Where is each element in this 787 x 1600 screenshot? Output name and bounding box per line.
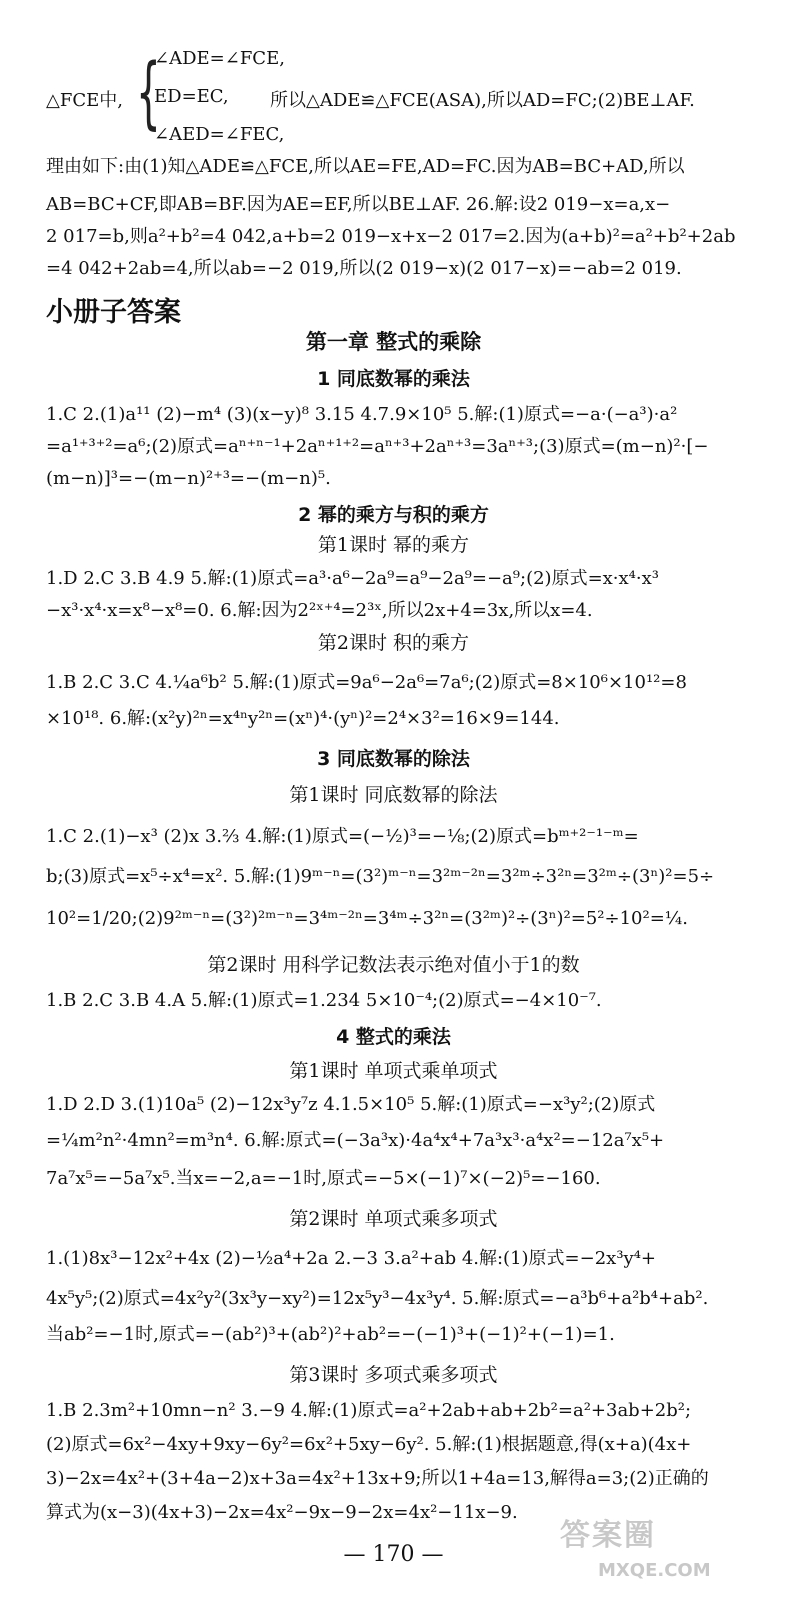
- text-line: b;(3)原式=x⁵÷x⁴=x². 5.解:(1)9ᵐ⁻ⁿ=(3²)ᵐ⁻ⁿ=3²ᵐ⁻²ⁿ=3²ᵐ÷3²ⁿ=3²ᵐ÷(3ⁿ)²=5÷: [46, 866, 715, 887]
- text-line: 4x⁵y⁵;(2)原式=4x²y²(3x³y−xy²)=12x⁵y³−4x³y⁴. 5.解:原式=−a³b⁶+a²b⁴+ab².: [46, 1288, 709, 1309]
- watermark-logo: 答案圈: [560, 1518, 656, 1553]
- text-line: 理由如下:由(1)知△ADE≌△FCE,所以AE=FE,AD=FC.因为AB=BC+AD,所以: [46, 156, 685, 177]
- text-line: 1.D 2.D 3.(1)10a⁵ (2)−12x³y⁷z 4.1.5×10⁵ 5.解:(1)原式=−x³y²;(2)原式: [46, 1094, 656, 1115]
- system-label: △FCE中,: [46, 90, 123, 111]
- text-line: (m−n)]³=−(m−n)²⁺³=−(m−n)⁵.: [46, 468, 331, 489]
- class-period-title: 第1课时 单项式乘单项式: [289, 1060, 498, 1082]
- text-line: −x³·x⁴·x=x⁸−x⁸=0. 6.解:因为2²ˣ⁺⁴=2³ˣ,所以2x+4=3x,所以x=4.: [46, 600, 593, 621]
- text-line: 当ab²=−1时,原式=−(ab²)³+(ab²)²+ab²=−(−1)³+(−1)²+(−1)=1.: [46, 1324, 615, 1345]
- watermark-url: MXQE.COM: [598, 1560, 711, 1581]
- text-line: =4 042+2ab=4,所以ab=−2 019,所以(2 019−x)(2 017−x)=−ab=2 019.: [46, 258, 682, 279]
- class-period-title: 第2课时 用科学记数法表示绝对值小于1的数: [207, 954, 580, 976]
- text-line: AB=BC+CF,即AB=BF.因为AE=EF,所以BE⊥AF. 26.解:设2 019−x=a,x−: [46, 194, 671, 215]
- system-conclusion: 所以△ADE≌△FCE(ASA),所以AD=FC;(2)BE⊥AF.: [270, 90, 695, 111]
- class-period-title: 第2课时 积的乘方: [317, 632, 470, 654]
- lesson-heading-4: 4 整式的乘法: [336, 1026, 451, 1048]
- system-line-3: ∠AED=∠FEC,: [154, 124, 285, 145]
- lesson-heading-1: 1 同底数幂的乘法: [317, 368, 470, 390]
- system-line-2: ED=EC,: [154, 86, 229, 107]
- text-line: 3)−2x=4x²+(3+4a−2)x+3a=4x²+13x+9;所以1+4a=13,解得a=3;(2)正确的: [46, 1468, 709, 1489]
- chapter-title: 第一章 整式的乘除: [305, 330, 482, 354]
- lesson-heading-3: 3 同底数幂的除法: [317, 748, 470, 770]
- text-line: 1.C 2.(1)a¹¹ (2)−m⁴ (3)(x−y)⁸ 3.15 4.7.9×10⁵ 5.解:(1)原式=−a·(−a³)·a²: [46, 404, 678, 425]
- text-line: 10²=1/20;(2)9²ᵐ⁻ⁿ=(3²)²ᵐ⁻ⁿ=3⁴ᵐ⁻²ⁿ=3⁴ᵐ÷3²ⁿ=(3²ᵐ)²÷(3ⁿ)²=5²÷10²=¼.: [46, 908, 688, 929]
- text-line: 1.B 2.C 3.C 4.¼a⁶b² 5.解:(1)原式=9a⁶−2a⁶=7a⁶;(2)原式=8×10⁶×10¹²=8: [46, 672, 687, 693]
- text-line: 1.B 2.3m²+10mn−n² 3.−9 4.解:(1)原式=a²+2ab+ab+2b²=a²+3ab+2b²;: [46, 1400, 692, 1421]
- lesson-heading-2: 2 幂的乘方与积的乘方: [298, 504, 489, 526]
- text-line: 1.B 2.C 3.B 4.A 5.解:(1)原式=1.234 5×10⁻⁴;(2)原式=−4×10⁻⁷.: [46, 990, 602, 1011]
- left-brace: {: [136, 48, 161, 138]
- equation-system: [46, 48, 746, 148]
- system-line-1: ∠ADE=∠FCE,: [154, 48, 285, 69]
- class-period-title: 第1课时 同底数幂的除法: [289, 784, 498, 806]
- text-line: ×10¹⁸. 6.解:(x²y)²ⁿ=x⁴ⁿy²ⁿ=(xⁿ)⁴·(yⁿ)²=2⁴×3²=16×9=144.: [46, 708, 560, 729]
- text-line: 2 017=b,则a²+b²=4 042,a+b=2 019−x+x−2 017=2.因为(a+b)²=a²+b²+2ab: [46, 226, 736, 247]
- text-line: 7a⁷x⁵=−5a⁷x⁵.当x=−2,a=−1时,原式=−5×(−1)⁷×(−2)⁵=−160.: [46, 1168, 601, 1189]
- section-title: 小册子答案: [46, 297, 181, 328]
- class-period-title: 第1课时 幂的乘方: [317, 534, 470, 556]
- text-line: 1.C 2.(1)−x³ (2)x 3.⅔ 4.解:(1)原式=(−½)³=−⅛;(2)原式=bᵐ⁺²⁻¹⁻ᵐ=: [46, 826, 639, 847]
- text-line: 算式为(x−3)(4x+3)−2x=4x²−9x−9−2x=4x²−11x−9.: [46, 1502, 518, 1523]
- text-line: 1.D 2.C 3.B 4.9 5.解:(1)原式=a³·a⁶−2a⁹=a⁹−2a⁹=−a⁹;(2)原式=x·x⁴·x³: [46, 568, 659, 589]
- text-line: =¼m²n²·4mn²=m³n⁴. 6.解:原式=(−3a³x)·4a⁴x⁴+7a³x³·a⁴x²=−12a⁷x⁵+: [46, 1130, 665, 1151]
- page-number: — 170 —: [343, 1542, 444, 1567]
- text-line: 1.(1)8x³−12x²+4x (2)−½a⁴+2a 2.−3 3.a²+ab 4.解:(1)原式=−2x³y⁴+: [46, 1248, 657, 1269]
- text-line: =a¹⁺³⁺²=a⁶;(2)原式=aⁿ⁺ⁿ⁻¹+2aⁿ⁺¹⁺²=aⁿ⁺³+2aⁿ⁺³=3aⁿ⁺³;(3)原式=(m−n)²·[−: [46, 436, 709, 457]
- class-period-title: 第3课时 多项式乘多项式: [289, 1364, 498, 1386]
- class-period-title: 第2课时 单项式乘多项式: [289, 1208, 498, 1230]
- text-line: (2)原式=6x²−4xy+9xy−6y²=6x²+5xy−6y². 5.解:(1)根据题意,得(x+a)(4x+: [46, 1434, 692, 1455]
